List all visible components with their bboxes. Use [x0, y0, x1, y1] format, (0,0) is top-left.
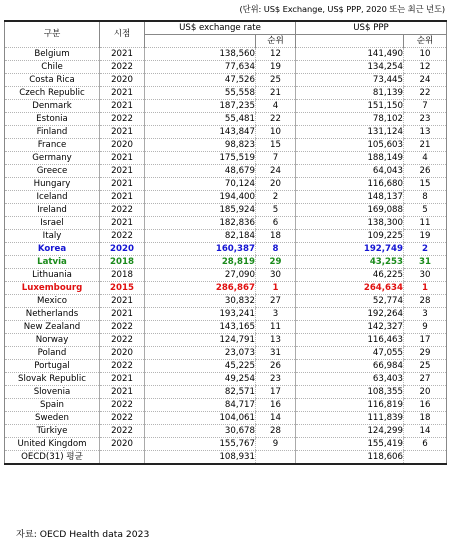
country-cell: OECD(31) 평균 — [5, 451, 100, 465]
year-cell: 2022 — [100, 204, 145, 217]
country-cell: Iceland — [5, 191, 100, 204]
ppp-value-cell: 63,403 — [296, 373, 404, 386]
country-cell: Chile — [5, 61, 100, 74]
country-cell: Norway — [5, 334, 100, 347]
ppp-rank-cell: 9 — [404, 321, 447, 334]
ppp-value-cell: 124,299 — [296, 425, 404, 438]
ppp-rank-cell: 25 — [404, 360, 447, 373]
exchange-value-cell: 98,823 — [145, 139, 256, 152]
table-row — [5, 425, 447, 438]
exchange-rank-cell: 9 — [256, 438, 296, 451]
ppp-value-cell: 52,774 — [296, 295, 404, 308]
table-row — [5, 74, 447, 87]
header-ppp-rank: 순위 — [404, 35, 447, 48]
ppp-value-cell: 264,634 — [296, 282, 404, 295]
exchange-value-cell: 185,924 — [145, 204, 256, 217]
exchange-value-cell: 286,867 — [145, 282, 256, 295]
year-cell: 2021 — [100, 295, 145, 308]
ppp-value-cell: 64,043 — [296, 165, 404, 178]
exchange-rank-cell: 29 — [256, 256, 296, 269]
exchange-rank-cell: 30 — [256, 269, 296, 282]
ppp-rank-cell: 12 — [404, 61, 447, 74]
exchange-value-cell: 155,767 — [145, 438, 256, 451]
year-cell: 2021 — [100, 178, 145, 191]
exchange-value-cell: 108,931 — [145, 451, 256, 465]
exchange-rank-cell: 21 — [256, 87, 296, 100]
country-cell: Israel — [5, 217, 100, 230]
ppp-value-cell: 192,264 — [296, 308, 404, 321]
table-row — [5, 321, 447, 334]
exchange-value-cell: 138,560 — [145, 48, 256, 61]
exchange-value-cell: 187,235 — [145, 100, 256, 113]
exchange-rank-cell: 25 — [256, 74, 296, 87]
ppp-rank-cell: 8 — [404, 191, 447, 204]
country-cell: Italy — [5, 230, 100, 243]
ppp-value-cell: 131,124 — [296, 126, 404, 139]
country-cell: Netherlands — [5, 308, 100, 321]
ppp-rank-cell: 6 — [404, 438, 447, 451]
ppp-rank-cell: 4 — [404, 152, 447, 165]
ppp-value-cell: 109,225 — [296, 230, 404, 243]
country-cell: Lithuania — [5, 269, 100, 282]
unit-note: (단위: US$ Exchange, US$ PPP, 2020 또는 최근 년도) — [239, 4, 445, 14]
country-cell: Mexico — [5, 295, 100, 308]
source-note: 자료: OECD Health data 2023 — [16, 529, 150, 540]
ppp-rank-cell: 22 — [404, 87, 447, 100]
ppp-value-cell: 148,137 — [296, 191, 404, 204]
year-cell: 2021 — [100, 87, 145, 100]
ppp-value-cell: 142,327 — [296, 321, 404, 334]
year-cell: 2022 — [100, 334, 145, 347]
exchange-rank-cell: 10 — [256, 126, 296, 139]
country-cell: Greece — [5, 165, 100, 178]
exchange-value-cell: 124,791 — [145, 334, 256, 347]
table-row — [5, 295, 447, 308]
country-cell: Belgium — [5, 48, 100, 61]
exchange-value-cell: 30,832 — [145, 295, 256, 308]
health-expenditure-table — [4, 20, 447, 465]
exchange-value-cell: 48,679 — [145, 165, 256, 178]
ppp-rank-cell: 13 — [404, 126, 447, 139]
ppp-rank-cell: 5 — [404, 204, 447, 217]
exchange-rank-cell: 6 — [256, 217, 296, 230]
exchange-rank-cell: 16 — [256, 399, 296, 412]
table-row — [5, 438, 447, 451]
header-group: 구분 — [5, 21, 100, 48]
country-cell: Luxembourg — [5, 282, 100, 295]
ppp-rank-cell: 1 — [404, 282, 447, 295]
table-body — [5, 48, 447, 465]
ppp-value-cell: 192,749 — [296, 243, 404, 256]
table-row — [5, 87, 447, 100]
exchange-rank-cell: 12 — [256, 48, 296, 61]
year-cell: 2020 — [100, 438, 145, 451]
table-row — [5, 308, 447, 321]
exchange-rank-cell: 8 — [256, 243, 296, 256]
year-cell: 2021 — [100, 126, 145, 139]
year-cell: 2021 — [100, 191, 145, 204]
table-row — [5, 48, 447, 61]
table-row — [5, 152, 447, 165]
table-row — [5, 451, 447, 465]
year-cell: 2021 — [100, 48, 145, 61]
ppp-value-cell: 81,139 — [296, 87, 404, 100]
year-cell: 2021 — [100, 308, 145, 321]
exchange-rank-cell: 13 — [256, 334, 296, 347]
exchange-value-cell: 143,165 — [145, 321, 256, 334]
ppp-rank-cell: 2 — [404, 243, 447, 256]
ppp-rank-cell: 21 — [404, 139, 447, 152]
year-cell: 2022 — [100, 399, 145, 412]
exchange-rank-cell: 23 — [256, 373, 296, 386]
exchange-value-cell: 23,073 — [145, 347, 256, 360]
exchange-rank-cell — [256, 451, 296, 465]
exchange-value-cell: 84,717 — [145, 399, 256, 412]
ppp-rank-cell: 30 — [404, 269, 447, 282]
country-cell: Sweden — [5, 412, 100, 425]
country-cell: Czech Republic — [5, 87, 100, 100]
ppp-rank-cell: 24 — [404, 74, 447, 87]
ppp-rank-cell: 27 — [404, 373, 447, 386]
ppp-value-cell: 105,603 — [296, 139, 404, 152]
exchange-rank-cell: 1 — [256, 282, 296, 295]
ppp-rank-cell: 17 — [404, 334, 447, 347]
table-row — [5, 191, 447, 204]
exchange-value-cell: 104,061 — [145, 412, 256, 425]
country-cell: Denmark — [5, 100, 100, 113]
table-row — [5, 269, 447, 282]
ppp-value-cell: 138,300 — [296, 217, 404, 230]
exchange-value-cell: 77,634 — [145, 61, 256, 74]
ppp-rank-cell: 18 — [404, 412, 447, 425]
ppp-value-cell: 188,149 — [296, 152, 404, 165]
exchange-rank-cell: 24 — [256, 165, 296, 178]
table-row — [5, 139, 447, 152]
exchange-value-cell: 193,241 — [145, 308, 256, 321]
ppp-rank-cell: 14 — [404, 425, 447, 438]
country-cell: Costa Rica — [5, 74, 100, 87]
ppp-value-cell: 73,445 — [296, 74, 404, 87]
table-row — [5, 334, 447, 347]
year-cell: 2022 — [100, 425, 145, 438]
exchange-rank-cell: 5 — [256, 204, 296, 217]
header-blank — [296, 35, 404, 48]
year-cell: 2015 — [100, 282, 145, 295]
exchange-value-cell: 160,387 — [145, 243, 256, 256]
exchange-rank-cell: 28 — [256, 425, 296, 438]
exchange-rank-cell: 3 — [256, 308, 296, 321]
ppp-value-cell: 47,055 — [296, 347, 404, 360]
ppp-rank-cell: 11 — [404, 217, 447, 230]
year-cell: 2021 — [100, 152, 145, 165]
country-cell: Estonia — [5, 113, 100, 126]
exchange-value-cell: 82,184 — [145, 230, 256, 243]
exchange-value-cell: 27,090 — [145, 269, 256, 282]
exchange-rank-cell: 19 — [256, 61, 296, 74]
year-cell: 2021 — [100, 217, 145, 230]
table-row — [5, 243, 447, 256]
ppp-value-cell: 46,225 — [296, 269, 404, 282]
country-cell: Finland — [5, 126, 100, 139]
ppp-value-cell: 43,253 — [296, 256, 404, 269]
table-row — [5, 386, 447, 399]
exchange-value-cell: 182,836 — [145, 217, 256, 230]
ppp-rank-cell: 26 — [404, 165, 447, 178]
country-cell: Latvia — [5, 256, 100, 269]
exchange-value-cell: 47,526 — [145, 74, 256, 87]
year-cell: 2022 — [100, 321, 145, 334]
ppp-rank-cell: 16 — [404, 399, 447, 412]
country-cell: New Zealand — [5, 321, 100, 334]
exchange-rank-cell: 15 — [256, 139, 296, 152]
country-cell: Ireland — [5, 204, 100, 217]
ppp-rank-cell: 19 — [404, 230, 447, 243]
ppp-value-cell: 116,680 — [296, 178, 404, 191]
year-cell: 2022 — [100, 230, 145, 243]
exchange-rank-cell: 26 — [256, 360, 296, 373]
exchange-rank-cell: 2 — [256, 191, 296, 204]
country-cell: Germany — [5, 152, 100, 165]
exchange-rank-cell: 20 — [256, 178, 296, 191]
table-row — [5, 100, 447, 113]
ppp-rank-cell: 29 — [404, 347, 447, 360]
year-cell: 2021 — [100, 165, 145, 178]
ppp-rank-cell: 20 — [404, 386, 447, 399]
header-ppp: US$ PPP — [296, 21, 447, 35]
table-row — [5, 230, 447, 243]
country-cell: Poland — [5, 347, 100, 360]
exchange-value-cell: 82,571 — [145, 386, 256, 399]
country-cell: Portugal — [5, 360, 100, 373]
exchange-rank-cell: 17 — [256, 386, 296, 399]
table-row — [5, 178, 447, 191]
exchange-rank-cell: 11 — [256, 321, 296, 334]
exchange-value-cell: 143,847 — [145, 126, 256, 139]
year-cell: 2021 — [100, 386, 145, 399]
year-cell: 2020 — [100, 74, 145, 87]
ppp-value-cell: 134,254 — [296, 61, 404, 74]
exchange-rank-cell: 22 — [256, 113, 296, 126]
country-cell: France — [5, 139, 100, 152]
ppp-value-cell: 78,102 — [296, 113, 404, 126]
table-row — [5, 113, 447, 126]
ppp-value-cell: 111,839 — [296, 412, 404, 425]
ppp-value-cell: 118,606 — [296, 451, 404, 465]
year-cell: 2022 — [100, 113, 145, 126]
header-blank — [145, 35, 256, 48]
ppp-value-cell: 169,088 — [296, 204, 404, 217]
country-cell: Slovenia — [5, 386, 100, 399]
year-cell: 2020 — [100, 347, 145, 360]
table-row — [5, 347, 447, 360]
ppp-rank-cell: 3 — [404, 308, 447, 321]
table-row — [5, 256, 447, 269]
ppp-rank-cell: 28 — [404, 295, 447, 308]
year-cell: 2018 — [100, 256, 145, 269]
year-cell: 2022 — [100, 360, 145, 373]
exchange-value-cell: 30,678 — [145, 425, 256, 438]
country-cell: Korea — [5, 243, 100, 256]
ppp-value-cell: 116,819 — [296, 399, 404, 412]
table-row — [5, 61, 447, 74]
exchange-rank-cell: 27 — [256, 295, 296, 308]
year-cell: 2020 — [100, 243, 145, 256]
exchange-rank-cell: 18 — [256, 230, 296, 243]
country-cell: Türkiye — [5, 425, 100, 438]
ppp-value-cell: 108,355 — [296, 386, 404, 399]
country-cell: Spain — [5, 399, 100, 412]
country-cell: Hungary — [5, 178, 100, 191]
ppp-value-cell: 116,463 — [296, 334, 404, 347]
year-cell: 2021 — [100, 373, 145, 386]
table-row — [5, 165, 447, 178]
table-row — [5, 282, 447, 295]
year-cell: 2022 — [100, 412, 145, 425]
ppp-rank-cell: 31 — [404, 256, 447, 269]
exchange-rank-cell: 14 — [256, 412, 296, 425]
ppp-value-cell: 151,150 — [296, 100, 404, 113]
year-cell: 2020 — [100, 139, 145, 152]
country-cell: United Kingdom — [5, 438, 100, 451]
table-row — [5, 217, 447, 230]
ppp-value-cell: 155,419 — [296, 438, 404, 451]
ppp-rank-cell: 7 — [404, 100, 447, 113]
table-row — [5, 204, 447, 217]
exchange-value-cell: 55,558 — [145, 87, 256, 100]
exchange-rank-cell: 4 — [256, 100, 296, 113]
country-cell: Slovak Republic — [5, 373, 100, 386]
exchange-value-cell: 28,819 — [145, 256, 256, 269]
ppp-rank-cell: 23 — [404, 113, 447, 126]
table-row — [5, 399, 447, 412]
exchange-value-cell: 45,225 — [145, 360, 256, 373]
table-row — [5, 360, 447, 373]
exchange-value-cell: 70,124 — [145, 178, 256, 191]
table-row — [5, 126, 447, 139]
ppp-value-cell: 141,490 — [296, 48, 404, 61]
year-cell — [100, 451, 145, 465]
ppp-rank-cell — [404, 451, 447, 465]
header-exchange-rank: 순위 — [256, 35, 296, 48]
exchange-value-cell: 194,400 — [145, 191, 256, 204]
exchange-rank-cell: 7 — [256, 152, 296, 165]
ppp-rank-cell: 15 — [404, 178, 447, 191]
exchange-value-cell: 55,481 — [145, 113, 256, 126]
exchange-rank-cell: 31 — [256, 347, 296, 360]
table-row — [5, 373, 447, 386]
year-cell: 2021 — [100, 100, 145, 113]
ppp-rank-cell: 10 — [404, 48, 447, 61]
year-cell: 2022 — [100, 61, 145, 74]
header-exchange-rate: US$ exchange rate — [145, 21, 296, 35]
header-year: 시점 — [100, 21, 145, 48]
exchange-value-cell: 175,519 — [145, 152, 256, 165]
table-row — [5, 412, 447, 425]
exchange-value-cell: 49,254 — [145, 373, 256, 386]
ppp-value-cell: 66,984 — [296, 360, 404, 373]
year-cell: 2018 — [100, 269, 145, 282]
